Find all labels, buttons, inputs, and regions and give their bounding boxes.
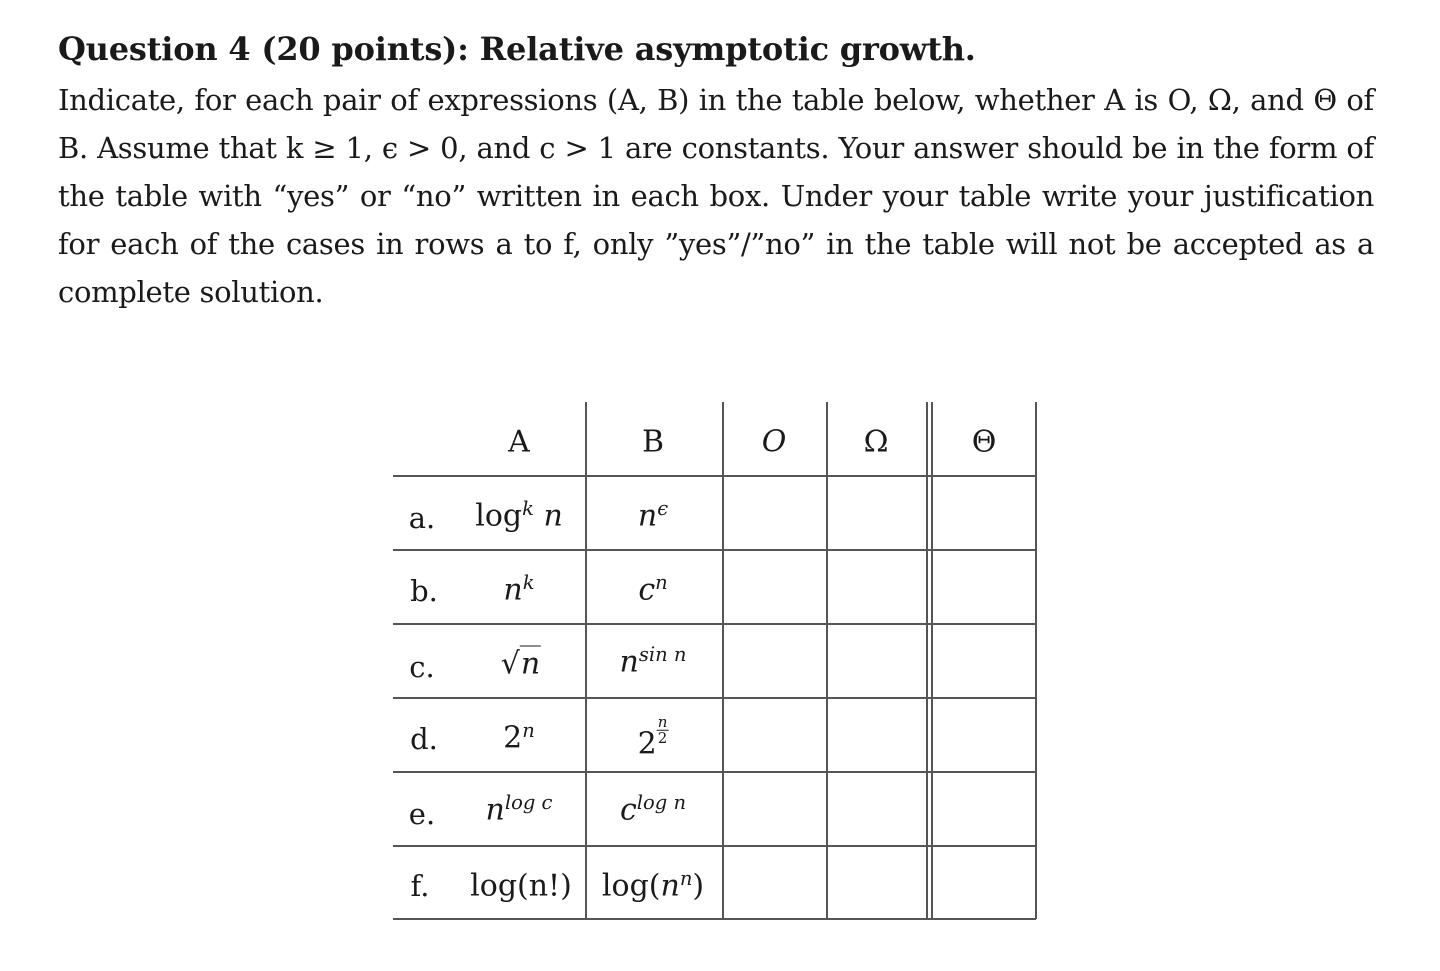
- expr-base: c: [638, 572, 656, 608]
- row-f-expr-a: log(n!): [470, 868, 572, 904]
- answer-cell[interactable]: [724, 625, 825, 696]
- table-border: [585, 402, 587, 919]
- expr-sup: log c: [504, 790, 553, 814]
- expr-base: n: [660, 868, 680, 904]
- answer-cell[interactable]: [828, 847, 925, 917]
- sqrt-expr: [501, 647, 541, 682]
- row-e-expr-a: [485, 790, 553, 828]
- row-label: e.: [408, 797, 436, 831]
- expr-prefix: log(: [601, 868, 661, 904]
- radicand: n: [520, 646, 541, 682]
- question-line-5: complete solution.: [58, 275, 324, 309]
- table-border: [393, 918, 1036, 920]
- answer-cell[interactable]: [828, 551, 925, 622]
- expr-sup: ϵ: [657, 496, 669, 520]
- answer-cell[interactable]: [933, 773, 1034, 844]
- expr-sup: n: [679, 866, 693, 890]
- expr-sup: log n: [636, 790, 687, 814]
- expr-base: n: [637, 498, 658, 534]
- answer-cell[interactable]: [933, 477, 1034, 548]
- fraction-numerator: n: [657, 712, 668, 731]
- answer-cell[interactable]: [724, 477, 825, 548]
- expr-sup: k: [522, 570, 535, 594]
- row-e-expr-b: [619, 790, 687, 828]
- answer-cell[interactable]: [724, 773, 825, 844]
- row-f-expr-b: [601, 866, 705, 904]
- answer-cell[interactable]: [828, 625, 925, 696]
- expr-base: n: [619, 644, 639, 680]
- expr-base: c: [619, 792, 637, 828]
- expr-base: log: [475, 498, 523, 534]
- question-heading: Question 4 (20 points): Relative asymptotic growth.: [58, 30, 976, 68]
- answer-cell[interactable]: [724, 551, 825, 622]
- answer-cell[interactable]: [724, 699, 825, 770]
- answer-cell[interactable]: [724, 847, 825, 917]
- expr-sup: n: [655, 570, 668, 594]
- expr-base: n: [503, 572, 523, 608]
- answer-cell[interactable]: [933, 847, 1034, 917]
- header-omega: Ω: [863, 424, 889, 460]
- question-line-4: for each of the cases in rows a to f, only ”yes”/”no” in the table will not be accepted as a: [58, 227, 1374, 261]
- header-a: A: [508, 424, 530, 460]
- row-a-expr-b: [637, 496, 669, 534]
- expr-base: n: [485, 792, 505, 828]
- expr-sup: sin n: [638, 642, 687, 666]
- header-b: B: [641, 424, 665, 460]
- row-d-expr-b: [637, 712, 669, 762]
- answer-cell[interactable]: [933, 551, 1034, 622]
- row-label: f.: [410, 869, 430, 903]
- question-line-2: B. Assume that k ≥ 1, ϵ > 0, and c > 1 are constants. Your answer should be in the form of: [58, 131, 1374, 165]
- row-c-expr-a: [501, 647, 541, 682]
- expr-sup: n: [522, 718, 535, 742]
- row-b-expr-b: [638, 570, 668, 608]
- expr-base: 2: [637, 726, 657, 762]
- expr-base: 2: [503, 720, 523, 756]
- radical-sign: √: [500, 646, 520, 682]
- expr-tail: n: [533, 498, 563, 534]
- row-label: c.: [409, 650, 435, 684]
- expr-suffix: ): [692, 868, 705, 904]
- question-line-1: Indicate, for each pair of expressions (A, B) in the table below, whether A is O, Ω, and Θ of: [58, 83, 1374, 117]
- answer-cell[interactable]: [933, 625, 1034, 696]
- table-border: [926, 402, 928, 919]
- exponent-fraction: [657, 712, 669, 747]
- header-big-o: O: [761, 424, 787, 460]
- row-a-expr-a: [475, 496, 563, 534]
- fraction-denominator: 2: [657, 728, 668, 747]
- answer-cell[interactable]: [828, 477, 925, 548]
- row-label: d.: [410, 722, 438, 756]
- answer-cell[interactable]: [933, 699, 1034, 770]
- header-theta: Θ: [971, 424, 997, 460]
- answer-cell[interactable]: [828, 773, 925, 844]
- row-c-expr-b: [619, 642, 687, 680]
- row-b-expr-a: [503, 570, 535, 608]
- expr-sup: k: [522, 496, 534, 520]
- question-line-3: the table with “yes” or “no” written in each box. Under your table write your justification: [58, 179, 1374, 213]
- row-label: a.: [408, 501, 436, 535]
- table-border: [1035, 402, 1037, 919]
- row-label: b.: [410, 574, 438, 608]
- row-d-expr-a: [503, 718, 535, 756]
- answer-cell[interactable]: [828, 699, 925, 770]
